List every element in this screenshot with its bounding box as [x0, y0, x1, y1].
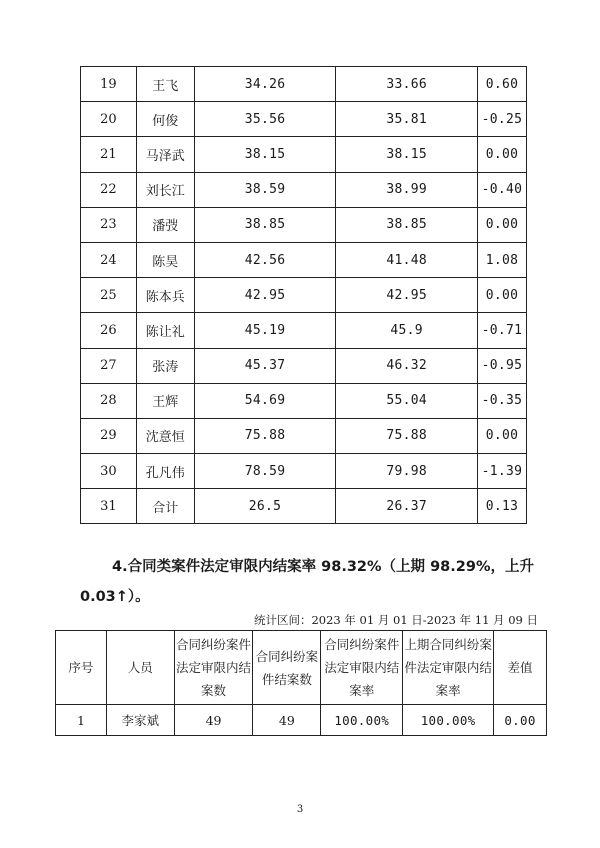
cell-diff: 0.00 — [477, 207, 526, 242]
table-row — [81, 67, 527, 102]
table-row — [81, 489, 527, 524]
table-row — [81, 207, 527, 242]
cell-diff: -0.40 — [477, 172, 526, 207]
cell-previous: 35.81 — [336, 102, 478, 137]
cell-diff: -1.39 — [477, 454, 526, 489]
cell-person: 陈本兵 — [136, 278, 194, 313]
cell-no: 31 — [81, 489, 137, 524]
cell-diff: -0.25 — [477, 102, 526, 137]
cell-person: 孔凡伟 — [136, 454, 194, 489]
header-prev-rate: 上期合同纠纷案件法定审限内结案率 — [403, 631, 494, 705]
cell-diff: -0.35 — [477, 383, 526, 418]
table-row — [81, 313, 527, 348]
cell-current: 45.19 — [194, 313, 336, 348]
cell-current: 38.85 — [194, 207, 336, 242]
cell-no: 27 — [81, 348, 137, 383]
cell-diff: 0.13 — [477, 489, 526, 524]
cell-current: 45.37 — [194, 348, 336, 383]
header-no: 序号 — [56, 631, 107, 705]
cell-diff: -0.71 — [477, 313, 526, 348]
cell-no: 1 — [56, 705, 107, 736]
header-person: 人员 — [106, 631, 174, 705]
table-row — [81, 454, 527, 489]
cell-previous: 26.37 — [336, 489, 478, 524]
cell-person: 王飞 — [136, 67, 194, 102]
cell-person: 合计 — [136, 489, 194, 524]
table-row — [81, 242, 527, 277]
cell-no: 26 — [81, 313, 137, 348]
cell-person: 马泽武 — [136, 137, 194, 172]
cell-previous: 42.95 — [336, 278, 478, 313]
header-in-limit-rate: 合同纠纷案件法定审限内结案率 — [321, 631, 403, 705]
cell-prev-rate: 100.00% — [403, 705, 494, 736]
cell-in-limit-count: 49 — [174, 705, 253, 736]
cell-current: 38.15 — [194, 137, 336, 172]
table-row — [56, 705, 547, 736]
cell-current: 35.56 — [194, 102, 336, 137]
cell-no: 23 — [81, 207, 137, 242]
stats-range: 统计区间：2023 年 01 月 01 日-2023 年 11 月 09 日 — [253, 613, 538, 627]
cell-previous: 41.48 — [336, 242, 478, 277]
cell-previous: 46.32 — [336, 348, 478, 383]
cell-previous: 38.15 — [336, 137, 478, 172]
cell-current: 42.56 — [194, 242, 336, 277]
cell-current: 26.5 — [194, 489, 336, 524]
cell-current: 42.95 — [194, 278, 336, 313]
cell-current: 75.88 — [194, 418, 336, 453]
cell-previous: 55.04 — [336, 383, 478, 418]
cell-diff: -0.95 — [477, 348, 526, 383]
header-in-limit-count: 合同纠纷案件法定审限内结案数 — [174, 631, 253, 705]
cell-person: 潘弢 — [136, 207, 194, 242]
table-row — [81, 137, 527, 172]
cell-diff: 1.08 — [477, 242, 526, 277]
cell-person: 沈意恒 — [136, 418, 194, 453]
cell-person: 陈让礼 — [136, 313, 194, 348]
cell-previous: 38.85 — [336, 207, 478, 242]
cell-person: 李家斌 — [106, 705, 174, 736]
cell-no: 21 — [81, 137, 137, 172]
cell-diff: 0.00 — [477, 418, 526, 453]
cell-closed-count: 49 — [253, 705, 321, 736]
cell-previous: 45.9 — [336, 313, 478, 348]
cell-diff: 0.60 — [477, 67, 526, 102]
page-number: 3 — [296, 804, 304, 815]
cell-person: 王辉 — [136, 383, 194, 418]
cell-person: 刘长江 — [136, 172, 194, 207]
table-row — [81, 383, 527, 418]
table-row — [81, 348, 527, 383]
cell-in-limit-rate: 100.00% — [321, 705, 403, 736]
cell-no: 24 — [81, 242, 137, 277]
cell-previous: 75.88 — [336, 418, 478, 453]
contract-case-rate-table — [55, 630, 547, 736]
header-closed-count: 合同纠纷案件结案数 — [253, 631, 321, 705]
cell-no: 28 — [81, 383, 137, 418]
cell-diff: 0.00 — [494, 705, 547, 736]
cell-person: 张涛 — [136, 348, 194, 383]
cell-current: 38.59 — [194, 172, 336, 207]
cell-current: 78.59 — [194, 454, 336, 489]
table-row — [81, 102, 527, 137]
cell-previous: 38.99 — [336, 172, 478, 207]
case-duration-table — [80, 66, 527, 524]
section-heading: 4.合同类案件法定审限内结案率 98.32%（上期 98.29%，上升 0.03↑）。 — [80, 559, 534, 605]
cell-no: 30 — [81, 454, 137, 489]
table-row — [81, 418, 527, 453]
table-header-row — [56, 631, 547, 705]
case-duration-table-body — [81, 67, 527, 524]
cell-person: 陈昊 — [136, 242, 194, 277]
cell-diff: 0.00 — [477, 137, 526, 172]
cell-diff: 0.00 — [477, 278, 526, 313]
table-row — [81, 278, 527, 313]
cell-no: 22 — [81, 172, 137, 207]
cell-person: 何俊 — [136, 102, 194, 137]
cell-no: 25 — [81, 278, 137, 313]
cell-current: 54.69 — [194, 383, 336, 418]
cell-no: 29 — [81, 418, 137, 453]
cell-no: 20 — [81, 102, 137, 137]
cell-previous: 33.66 — [336, 67, 478, 102]
cell-previous: 79.98 — [336, 454, 478, 489]
cell-current: 34.26 — [194, 67, 336, 102]
table-row — [81, 172, 527, 207]
cell-no: 19 — [81, 67, 137, 102]
header-diff: 差值 — [494, 631, 547, 705]
